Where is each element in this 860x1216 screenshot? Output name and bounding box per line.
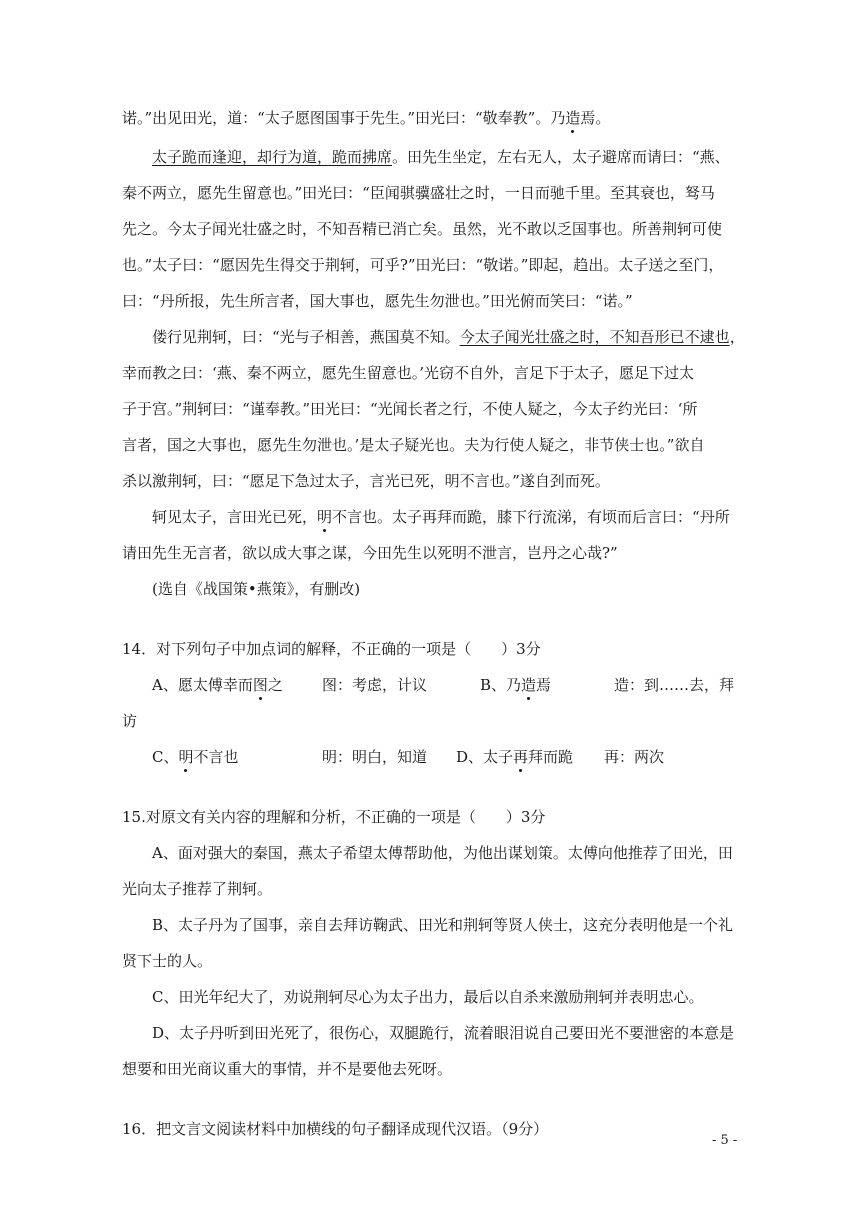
page-number: - 5 - [712, 1133, 738, 1148]
q15-option-b: B、太子丹为了国事，亲自去拜访鞠武、田光和荆轲等贤人侠士，这充分表明他是一个礼 [152, 916, 734, 934]
question-15-stem: 15.对原文有关内容的理解和分析，不正确的一项是（ ）3分 [122, 808, 546, 826]
q14-option-c: C、明不言也 [152, 748, 239, 766]
dotted-char: 明 [317, 508, 333, 526]
q14-option-c-gloss: 明：明白，知道 [322, 748, 428, 766]
q14-option-d-gloss: 再：两次 [604, 748, 665, 766]
q14-option-d: D、太子再拜而跪 [456, 748, 574, 766]
passage-line: 也。”太子曰：“愿因先生得交于荆轲，可乎?”田光曰：“敬诺。”即起，趋出。太子送之至门， [122, 256, 724, 274]
q15-option-d: D、太子丹听到田光死了，很伤心，双腿跪行，流着眼泪说自己要田光不要泄密的本意是 [152, 1024, 735, 1042]
dotted-char: 再 [513, 748, 529, 766]
q15-option-c: C、田光年纪大了，劝说荆轲尽心为太子出力，最后以自杀来激励荆轲并表明忠心。 [152, 988, 704, 1006]
q14-option-a-gloss: 图：考虑，计议 [322, 676, 428, 694]
passage-line: 言者，国之大事也，愿先生勿泄也。’是太子疑光也。夫为行使人疑之，非节侠士也。”欲自 [122, 436, 705, 454]
passage-line: 太子跪而逢迎，却行为道，跪而拂席。田先生坐定，左右无人，太子避席而请曰：“燕、 [152, 148, 730, 166]
passage-line: 曰：“丹所报，先生所言者，国大事也，愿先生勿泄也。”田光俯而笑曰：“诺。” [122, 292, 633, 310]
q15-option-a: A、面对强大的秦国，燕太子希望太傅帮助他，为他出谋划策。太傅向他推荐了田光，田 [152, 844, 733, 862]
q15-option-b-cont: 贤下士的人。 [122, 952, 213, 970]
q14-option-b: B、乃造焉 [480, 676, 552, 694]
passage-line: 杀以激荆轲，曰：“愿足下急过太子，言光已死，明不言也。”遂自刭而死。 [122, 472, 610, 490]
passage-line: 诺。”出见田光，道：“太子愿图国事于先生。”田光曰：“敬奉教”。乃造焉。 [122, 109, 611, 127]
passage-line: 幸而教之曰：‘燕、秦不两立，愿先生留意也。’光窃不自外，言足下于太子，愿足下过太 [122, 364, 695, 382]
passage-line: 子于宫。”荆轲曰：“谨奉教。”田光曰：“光闻长者之行，不使人疑之，今太子约光曰：‘所 [122, 400, 698, 418]
q15-option-a-cont: 光向太子推荐了荆轲。 [122, 880, 273, 898]
dotted-char: 造 [521, 676, 537, 694]
dotted-char: 造 [565, 109, 581, 127]
q14-option-b-gloss-cont: 访 [122, 712, 138, 730]
question-16-stem: 16．把文言文阅读材料中加横线的句子翻译成现代汉语。（9分） [122, 1120, 549, 1138]
passage-line: 偻行见荆轲，曰：“光与子相善，燕国莫不知。今太子闻光壮盛之时，不知吾形已不逮也， [152, 328, 745, 346]
q14-option-b-gloss: 造：到……去，拜 [614, 676, 735, 694]
passage-line: 秦不两立，愿先生留意也。”田光曰：“臣闻骐骥盛壮之时，一日而驰千里。至其衰也，驽马 [122, 184, 715, 202]
q14-option-a: A、愿太傅幸而图之 [152, 676, 283, 694]
passage-line: 轲见太子，言田光已死，明不言也。太子再拜而跪，膝下行流涕，有顷而后言曰：“丹所 [152, 508, 730, 526]
underlined-sentence-2: 今太子闻光壮盛之时，不知吾形已不逮也 [459, 328, 730, 346]
passage-line: 先之。今太子闻光壮盛之时，不知吾精已消亡矣。虽然，光不敢以乏国事也。所善荆轲可使 [122, 220, 723, 238]
dotted-char: 明 [178, 748, 194, 766]
dotted-char: 图 [252, 676, 268, 694]
underlined-sentence-1: 太子跪而逢迎，却行为道，跪而拂席 [152, 148, 393, 166]
q15-option-d-cont: 想要和田光商议重大的事情，并不是要他去死呀。 [122, 1060, 453, 1078]
question-14-stem: 14．对下列句子中加点词的解释，不正确的一项是（ ）3分 [122, 640, 541, 658]
source-citation: (选自《战国策•燕策》，有删改) [152, 580, 361, 598]
passage-line: 请田先生无言者，欲以成大事之谋，今田先生以死明不泄言，岂丹之心哉?” [122, 544, 618, 562]
